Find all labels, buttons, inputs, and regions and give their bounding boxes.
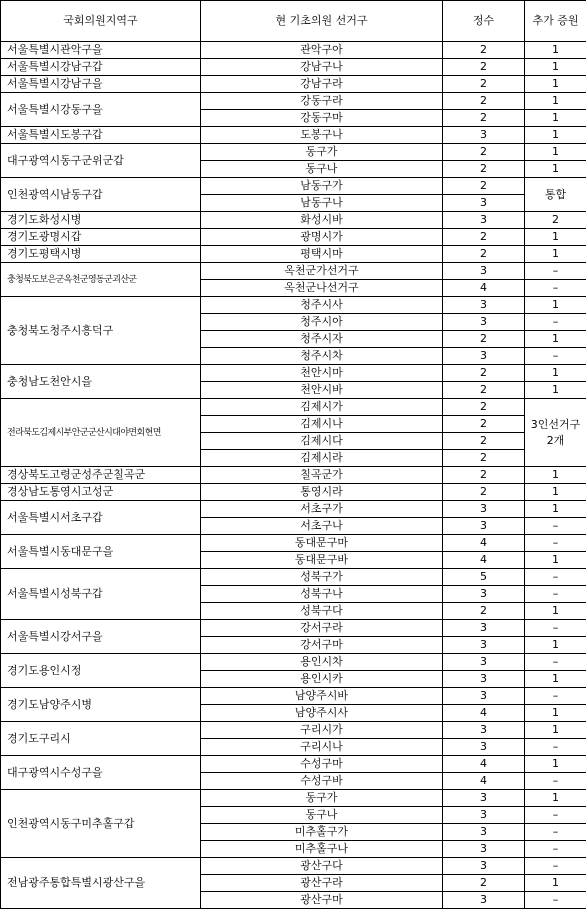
additional-seats-cell: –: [525, 858, 586, 875]
local-district-cell: 남양주시바: [201, 688, 443, 705]
seats-cell: 3: [443, 807, 525, 824]
local-district-cell: 강서구라: [201, 620, 443, 637]
local-district-cell: 동구가: [201, 144, 443, 161]
table-row: [1, 501, 586, 518]
additional-seats-cell: 1: [525, 790, 586, 807]
seats-cell: 2: [443, 59, 525, 76]
seats-cell: 2: [443, 42, 525, 59]
national-district-cell: 경상북도고령군성주군칠곡군: [1, 467, 201, 484]
additional-seats-cell: –: [525, 348, 586, 365]
additional-seats-cell: –: [525, 824, 586, 841]
additional-seats-cell: –: [525, 569, 586, 586]
additional-seats-cell: 1: [525, 297, 586, 314]
national-district-cell: 충청북도청주시흥덕구: [1, 297, 201, 365]
seats-cell: 3: [443, 263, 525, 280]
local-district-cell: 청주시차: [201, 348, 443, 365]
local-district-cell: 옥천군나선거구: [201, 280, 443, 297]
seats-cell: 2: [443, 467, 525, 484]
local-district-cell: 미추홀구가: [201, 824, 443, 841]
seats-cell: 2: [443, 416, 525, 433]
local-district-cell: 천안시바: [201, 382, 443, 399]
seats-cell: 3: [443, 518, 525, 535]
local-district-cell: 김제시나: [201, 416, 443, 433]
header-additional-seats: 추가 증원: [525, 1, 586, 42]
seats-cell: 3: [443, 348, 525, 365]
seats-cell: 2: [443, 110, 525, 127]
seats-cell: 3: [443, 892, 525, 909]
local-district-cell: 청주시사: [201, 297, 443, 314]
additional-seats-cell: 1: [525, 603, 586, 620]
seats-cell: 3: [443, 127, 525, 144]
seats-cell: 3: [443, 790, 525, 807]
table-row: [1, 212, 586, 229]
table-row: [1, 263, 586, 280]
national-district-cell: 인천광역시동구미추홀구갑: [1, 790, 201, 858]
additional-seats-cell: 1: [525, 722, 586, 739]
national-district-cell: 서울특별시강남구을: [1, 76, 201, 93]
seats-cell: 3: [443, 586, 525, 603]
local-district-cell: 남동구가: [201, 178, 443, 195]
local-district-cell: 성북구나: [201, 586, 443, 603]
table-row: [1, 790, 586, 807]
local-district-cell: 동대문구바: [201, 552, 443, 569]
table-row: [1, 59, 586, 76]
seats-cell: 2: [443, 875, 525, 892]
national-district-cell: 서울특별시성북구갑: [1, 569, 201, 620]
seats-cell: 2: [443, 246, 525, 263]
seats-cell: 2: [443, 433, 525, 450]
seats-cell: 2: [443, 365, 525, 382]
local-district-cell: 용인시카: [201, 671, 443, 688]
national-district-cell: 서울특별시강남구갑: [1, 59, 201, 76]
national-district-cell: 경기도용인시정: [1, 654, 201, 688]
local-district-cell: 강동구라: [201, 93, 443, 110]
table-row: [1, 76, 586, 93]
additional-seats-cell: 1: [525, 127, 586, 144]
table-body: [1, 42, 586, 909]
national-district-cell: 서울특별시서초구갑: [1, 501, 201, 535]
additional-seats-cell: 1: [525, 484, 586, 501]
seats-cell: 3: [443, 620, 525, 637]
seats-cell: 2: [443, 484, 525, 501]
table-row: [1, 688, 586, 705]
local-district-cell: 관악구아: [201, 42, 443, 59]
national-district-cell: 경기도화성시병: [1, 212, 201, 229]
additional-seats-cell: 1: [525, 382, 586, 399]
local-district-cell: 미추홀구나: [201, 841, 443, 858]
header-national-district: 국회의원지역구: [1, 1, 201, 42]
local-district-cell: 청주시아: [201, 314, 443, 331]
seats-cell: 4: [443, 773, 525, 790]
seats-cell: 3: [443, 654, 525, 671]
local-district-cell: 남동구나: [201, 195, 443, 212]
additional-seats-cell: 1: [525, 705, 586, 722]
additional-seats-cell: 1: [525, 637, 586, 654]
table-row: [1, 722, 586, 739]
national-district-cell: 대구광역시동구군위군갑: [1, 144, 201, 178]
table-row: [1, 484, 586, 501]
table-header-row: [1, 1, 586, 42]
additional-seats-cell: 통합: [525, 178, 586, 212]
local-district-cell: 강서구마: [201, 637, 443, 654]
seats-cell: 3: [443, 824, 525, 841]
table-row: [1, 229, 586, 246]
seats-cell: 2: [443, 603, 525, 620]
additional-seats-cell: 1: [525, 161, 586, 178]
local-district-cell: 청주시자: [201, 331, 443, 348]
local-district-cell: 서초구가: [201, 501, 443, 518]
header-local-district: 현 기초의원 선거구: [201, 1, 443, 42]
seats-cell: 2: [443, 161, 525, 178]
local-district-cell: 통영시라: [201, 484, 443, 501]
national-district-cell: 충청남도천안시을: [1, 365, 201, 399]
local-district-cell: 광명시가: [201, 229, 443, 246]
national-district-cell: 서울특별시강동구을: [1, 93, 201, 127]
seats-cell: 3: [443, 671, 525, 688]
table-row: [1, 297, 586, 314]
table-row: [1, 569, 586, 586]
local-district-cell: 동구나: [201, 807, 443, 824]
table-row: [1, 178, 586, 195]
seats-cell: 2: [443, 76, 525, 93]
local-district-cell: 동대문구마: [201, 535, 443, 552]
seats-cell: 4: [443, 705, 525, 722]
seats-cell: 2: [443, 382, 525, 399]
local-district-cell: 화성시바: [201, 212, 443, 229]
seats-cell: 4: [443, 535, 525, 552]
seats-cell: 4: [443, 552, 525, 569]
additional-seats-cell: 1: [525, 875, 586, 892]
table-row: [1, 127, 586, 144]
additional-seats-cell: 1: [525, 93, 586, 110]
national-district-cell: 서울특별시관악구을: [1, 42, 201, 59]
seats-cell: 3: [443, 501, 525, 518]
local-district-cell: 수성구마: [201, 756, 443, 773]
additional-seats-cell: –: [525, 739, 586, 756]
national-district-cell: 서울특별시강서구을: [1, 620, 201, 654]
additional-seats-cell: 1: [525, 671, 586, 688]
local-district-cell: 평택시마: [201, 246, 443, 263]
table-row: [1, 42, 586, 59]
local-district-cell: 광산구라: [201, 875, 443, 892]
additional-seats-cell: –: [525, 535, 586, 552]
additional-seats-cell: –: [525, 773, 586, 790]
seats-cell: 4: [443, 756, 525, 773]
additional-seats-cell: 1: [525, 144, 586, 161]
seats-cell: 2: [443, 144, 525, 161]
national-district-cell: 경기도남양주시병: [1, 688, 201, 722]
local-district-cell: 강동구마: [201, 110, 443, 127]
additional-seats-cell: –: [525, 314, 586, 331]
local-district-cell: 서초구나: [201, 518, 443, 535]
table-row: [1, 620, 586, 637]
table-row: [1, 93, 586, 110]
national-district-cell: 대구광역시수성구을: [1, 756, 201, 790]
seats-cell: 3: [443, 858, 525, 875]
seats-cell: 3: [443, 195, 525, 212]
national-district-cell: 경상남도통영시고성군: [1, 484, 201, 501]
seats-cell: 4: [443, 280, 525, 297]
additional-seats-cell: 1: [525, 467, 586, 484]
seats-cell: 2: [443, 450, 525, 467]
table-row: [1, 144, 586, 161]
national-district-cell: 인천광역시남동구갑: [1, 178, 201, 212]
table-row: [1, 365, 586, 382]
national-district-cell: 서울특별시도봉구갑: [1, 127, 201, 144]
additional-seats-cell: –: [525, 263, 586, 280]
local-district-cell: 천안시마: [201, 365, 443, 382]
additional-seats-cell: –: [525, 654, 586, 671]
seats-cell: 3: [443, 841, 525, 858]
additional-seats-cell: 1: [525, 331, 586, 348]
additional-seats-cell: 1: [525, 229, 586, 246]
seats-cell: 5: [443, 569, 525, 586]
additional-seats-cell: 2: [525, 212, 586, 229]
local-district-cell: 구리시가: [201, 722, 443, 739]
additional-seats-cell: –: [525, 620, 586, 637]
local-district-cell: 도봉구나: [201, 127, 443, 144]
seats-cell: 3: [443, 297, 525, 314]
seats-cell: 2: [443, 178, 525, 195]
local-district-cell: 동구나: [201, 161, 443, 178]
seats-cell: 2: [443, 399, 525, 416]
additional-seats-cell: 1: [525, 59, 586, 76]
additional-seats-cell: –: [525, 807, 586, 824]
seats-cell: 3: [443, 314, 525, 331]
additional-seats-cell: 3인선거구 2개: [525, 399, 586, 467]
national-district-cell: 경기도평택시병: [1, 246, 201, 263]
local-district-cell: 구리시나: [201, 739, 443, 756]
additional-seats-cell: 1: [525, 76, 586, 93]
table-row: [1, 858, 586, 875]
additional-seats-cell: –: [525, 841, 586, 858]
national-district-cell: 경기도광명시갑: [1, 229, 201, 246]
additional-seats-cell: –: [525, 518, 586, 535]
additional-seats-cell: 1: [525, 110, 586, 127]
additional-seats-cell: 1: [525, 246, 586, 263]
seats-cell: 3: [443, 688, 525, 705]
local-district-cell: 광산구다: [201, 858, 443, 875]
local-district-cell: 강남구나: [201, 59, 443, 76]
additional-seats-cell: –: [525, 688, 586, 705]
local-district-cell: 김제시가: [201, 399, 443, 416]
additional-seats-cell: 1: [525, 552, 586, 569]
table-row: [1, 467, 586, 484]
seats-cell: 3: [443, 637, 525, 654]
national-district-cell: 전라북도김제시부안군군산시대야면회현면: [1, 399, 201, 467]
table-row: [1, 535, 586, 552]
additional-seats-cell: –: [525, 586, 586, 603]
seats-cell: 3: [443, 212, 525, 229]
table-row: [1, 399, 586, 416]
local-district-cell: 강남구라: [201, 76, 443, 93]
local-district-cell: 용인시차: [201, 654, 443, 671]
header-seats: 정수: [443, 1, 525, 42]
additional-seats-cell: 1: [525, 365, 586, 382]
additional-seats-cell: –: [525, 892, 586, 909]
table-row: [1, 756, 586, 773]
local-district-cell: 옥천군가선거구: [201, 263, 443, 280]
national-district-cell: 서울특별시동대문구을: [1, 535, 201, 569]
seats-cell: 2: [443, 229, 525, 246]
local-district-cell: 성북구다: [201, 603, 443, 620]
additional-seats-cell: 1: [525, 756, 586, 773]
seats-cell: 2: [443, 93, 525, 110]
additional-seats-cell: –: [525, 280, 586, 297]
national-district-cell: 충청북도보은군옥천군영동군괴산군: [1, 263, 201, 297]
seats-cell: 3: [443, 739, 525, 756]
seats-cell: 2: [443, 331, 525, 348]
additional-seats-cell: 1: [525, 501, 586, 518]
national-district-cell: 전남광주통합특별시광산구을: [1, 858, 201, 909]
local-district-cell: 김제시라: [201, 450, 443, 467]
local-district-cell: 남양주시사: [201, 705, 443, 722]
additional-seats-cell: 1: [525, 42, 586, 59]
local-district-cell: 수성구바: [201, 773, 443, 790]
table-row: [1, 654, 586, 671]
local-district-cell: 칠곡군가: [201, 467, 443, 484]
table-row: [1, 246, 586, 263]
seats-cell: 3: [443, 722, 525, 739]
local-district-cell: 김제시다: [201, 433, 443, 450]
local-district-cell: 광산구마: [201, 892, 443, 909]
national-district-cell: 경기도구리시: [1, 722, 201, 756]
local-district-cell: 성북구가: [201, 569, 443, 586]
local-district-cell: 동구가: [201, 790, 443, 807]
